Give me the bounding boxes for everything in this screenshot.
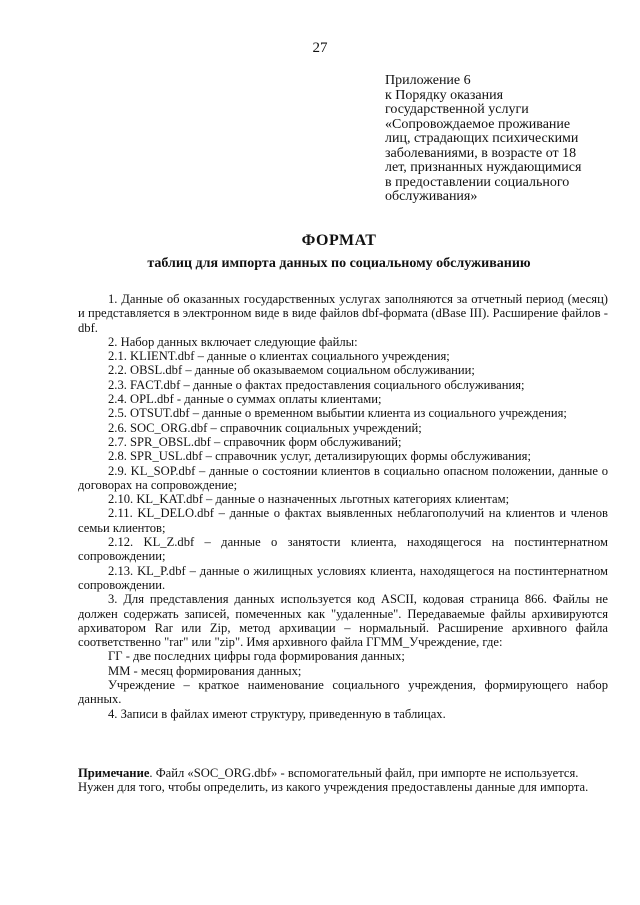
paragraph: 3. Для представления данных используется код ASCII, кодовая страница 866. Файлы не должен содержать записей, помеченных как "удаленные". Передаваемые файлы архивируются архиватором Rar или Zip, метод архивации – нормальный. Расширение архивного файла соответственно "rar" или "zip". Имя архивного файла ГГММ_Учреждение, где: xyxy=(78,592,608,650)
note xyxy=(78,766,608,795)
appendix-line: лет, признанных нуждающимися xyxy=(385,160,582,175)
appendix-line: лиц, страдающих психическими xyxy=(385,131,579,146)
paragraph: 2.9. KL_SOP.dbf – данные о состоянии клиентов в социально опасном положении, данные о договорах на сопровождение; xyxy=(78,463,608,492)
paragraph: Учреждение – краткое наименование социального учреждения, формирующего набор данных. xyxy=(78,678,608,707)
appendix-line: к Порядку оказания xyxy=(385,87,504,103)
appendix-line: Приложение 6 xyxy=(385,73,471,88)
paragraph: ГГ - две последних цифры года формирования данных; xyxy=(108,649,405,664)
page-number: 27 xyxy=(312,40,328,56)
document-body xyxy=(78,292,608,721)
paragraph: 2.4. OPL.dbf - данные о суммах оплаты клиентами; xyxy=(108,392,382,407)
paragraph: 2.13. KL_P.dbf – данные о жилищных условиях клиента, находящегося на постинтернатном сопровождении. xyxy=(78,563,608,592)
paragraph: 1. Данные об оказанных государственных услугах заполняются за отчетный период (месяц) и представляется в электронном виде в виде файлов dbf-формата (dBase III). Расширение файлов - dbf. xyxy=(78,292,608,335)
paragraph: 2. Набор данных включает следующие файлы: xyxy=(108,334,358,349)
appendix-line: в предоставлении социального xyxy=(385,174,570,190)
paragraph: 2.8. SPR_USL.dbf – справочник услуг, детализирующих формы обслуживания; xyxy=(108,449,531,464)
paragraph: 2.3. FACT.dbf – данные о фактах предоставления социального обслуживания; xyxy=(108,377,525,392)
paragraph: 4. Записи в файлах имеют структуру, приведенную в таблицах. xyxy=(108,706,446,721)
document-subtitle: таблиц для импорта данных по социальному обслуживанию xyxy=(147,256,531,271)
appendix-header xyxy=(385,74,625,205)
paragraph: ММ - месяц формирования данных; xyxy=(108,663,302,678)
document-title: ФОРМАТ xyxy=(301,232,377,249)
paragraph: 2.6. SOC_ORG.dbf – справочник социальных учреждений; xyxy=(108,420,422,435)
note-label: Примечание xyxy=(78,766,150,780)
paragraph: 2.7. SPR_OBSL.dbf – справочник форм обслуживаний; xyxy=(108,434,402,449)
paragraph: 2.1. KLIENT.dbf – данные о клиентах социального учреждения; xyxy=(108,349,450,364)
note-text: . Файл «SOC_ORG.dbf» - вспомогательный файл, при импорте не используется. Нужен для того, чтобы определить, из какого учреждения предоставлены данные для импорта. xyxy=(78,766,589,795)
appendix-line: «Сопровождаемое проживание xyxy=(385,116,571,132)
paragraph: 2.2. OBSL.dbf – данные об оказываемом социальном обслуживании; xyxy=(108,363,475,378)
appendix-line: государственной услуги xyxy=(385,102,529,117)
paragraph: 2.11. KL_DELO.dbf – данные о фактах выявленных неблагополучий на клиентов и членов семьи клиентов; xyxy=(78,506,608,535)
appendix-line: обслуживания» xyxy=(385,189,478,204)
paragraph: 2.12. KL_Z.dbf – данные о занятости клиента, находящегося на постинтернатном сопровождении; xyxy=(78,535,608,564)
appendix-line: заболеваниями, в возрасте от 18 xyxy=(385,145,577,161)
paragraph: 2.10. KL_KAT.dbf – данные о назначенных льготных категориях клиентам; xyxy=(108,492,510,507)
paragraph: 2.5. OTSUT.dbf – данные о временном выбытии клиента из социального учреждения; xyxy=(108,406,567,421)
